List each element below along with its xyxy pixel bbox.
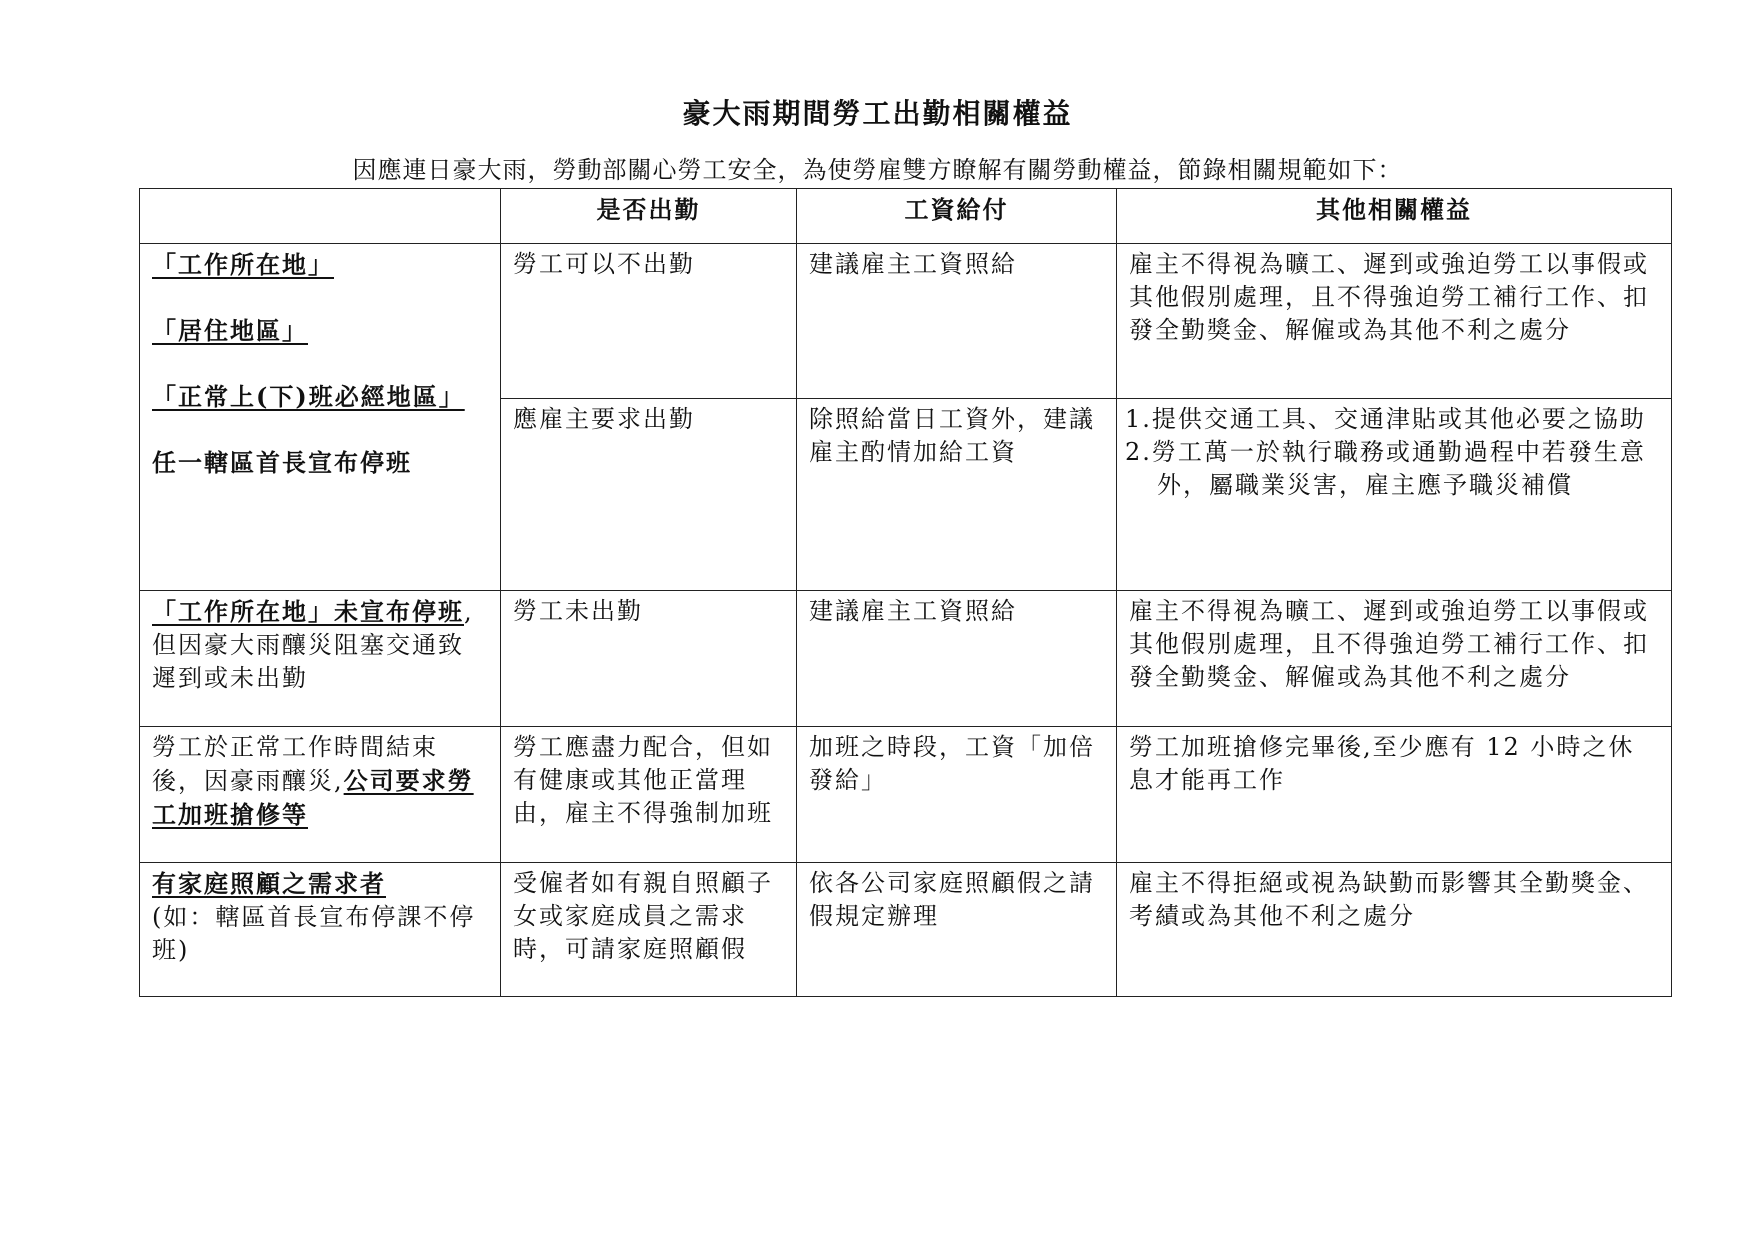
table-row: [140, 727, 1672, 863]
wage-cell: 建議雇主工資照給: [797, 591, 1117, 727]
other-rights-cell: 勞工加班搶修完畢後,至少應有 12 小時之休息才能再工作: [1117, 727, 1672, 863]
condition-residence: 「居住地區」: [152, 316, 308, 345]
wage-cell: 建議雇主工資照給: [797, 244, 1117, 399]
wage-cell: 依各公司家庭照顧假之請假規定辦理: [797, 863, 1117, 997]
other-rights-list: [1125, 403, 1659, 502]
condition-text: ,但因豪大雨釀災阻塞交通致遲到或未出勤: [152, 598, 474, 692]
other-rights-cell: [1117, 399, 1672, 591]
table-header-row: [140, 189, 1672, 244]
list-item: 2.勞工萬一於執行職務或通勤過程中若發生意外，屬職業災害，雇主應予職災補償: [1125, 438, 1646, 499]
condition-workplace: 「工作所在地」: [152, 250, 334, 279]
wage-cell: 加班之時段，工資「加倍發給」: [797, 727, 1117, 863]
attendance-cell: 受僱者如有親自照顧子女或家庭成員之需求時，可請家庭照顧假: [501, 863, 797, 997]
header-attendance: 是否出勤: [501, 189, 797, 244]
rights-table: [139, 188, 1672, 997]
document-title: 豪大雨期間勞工出勤相關權益: [682, 97, 1073, 130]
condition-text: (如：轄區首長宣布停課不停班): [152, 903, 476, 964]
condition-commute-route: 「正常上(下)班必經地區」: [152, 382, 465, 411]
condition-cell-family-care: [140, 863, 501, 997]
wage-cell: 除照給當日工資外，建議雇主酌情加給工資: [797, 399, 1117, 591]
attendance-cell: 勞工應盡力配合，但如有健康或其他正當理由，雇主不得強制加班: [501, 727, 797, 863]
other-rights-cell: 雇主不得拒絕或視為缺勤而影響其全勤獎金、考績或為其他不利之處分: [1117, 863, 1672, 997]
condition-text: 勞工於正常工作時間結束後，因豪雨釀災,: [152, 733, 438, 795]
header-wage: 工資給付: [797, 189, 1117, 244]
header-other-rights: 其他相關權益: [1117, 189, 1672, 244]
other-rights-cell: 雇主不得視為曠工、遲到或強迫勞工以事假或其他假別處理，且不得強迫勞工補行工作、扣發全勤獎金、解僱或為其他不利之處分: [1117, 591, 1672, 727]
attendance-cell: 勞工可以不出勤: [501, 244, 797, 399]
table-row: [140, 244, 1672, 399]
other-rights-cell: 雇主不得視為曠工、遲到或強迫勞工以事假或其他假別處理，且不得強迫勞工補行工作、扣發全勤獎金、解僱或為其他不利之處分: [1117, 244, 1672, 399]
list-item: 1.提供交通工具、交通津貼或其他必要之協助: [1125, 405, 1646, 433]
table-row: [140, 863, 1672, 997]
condition-cell-overtime: [140, 727, 501, 863]
condition-bold-text: 公司要求勞工加班搶修等: [152, 766, 474, 829]
document-intro: 因應連日豪大雨，勞動部關心勞工安全，為使勞雇雙方瞭解有關勞動權益，節錄相關規範如下：: [352, 156, 1403, 184]
condition-suspension-announced: 任一轄區首長宣布停班: [152, 448, 412, 477]
condition-bold-text: 有家庭照顧之需求者: [152, 869, 386, 898]
header-condition: [140, 189, 501, 244]
condition-bold-text: 「工作所在地」未宣布停班: [152, 597, 464, 626]
attendance-cell: 應雇主要求出勤: [501, 399, 797, 591]
table-row: [140, 591, 1672, 727]
condition-cell-not-suspended: [140, 591, 501, 727]
condition-cell-suspension: [140, 244, 501, 591]
attendance-cell: 勞工未出勤: [501, 591, 797, 727]
